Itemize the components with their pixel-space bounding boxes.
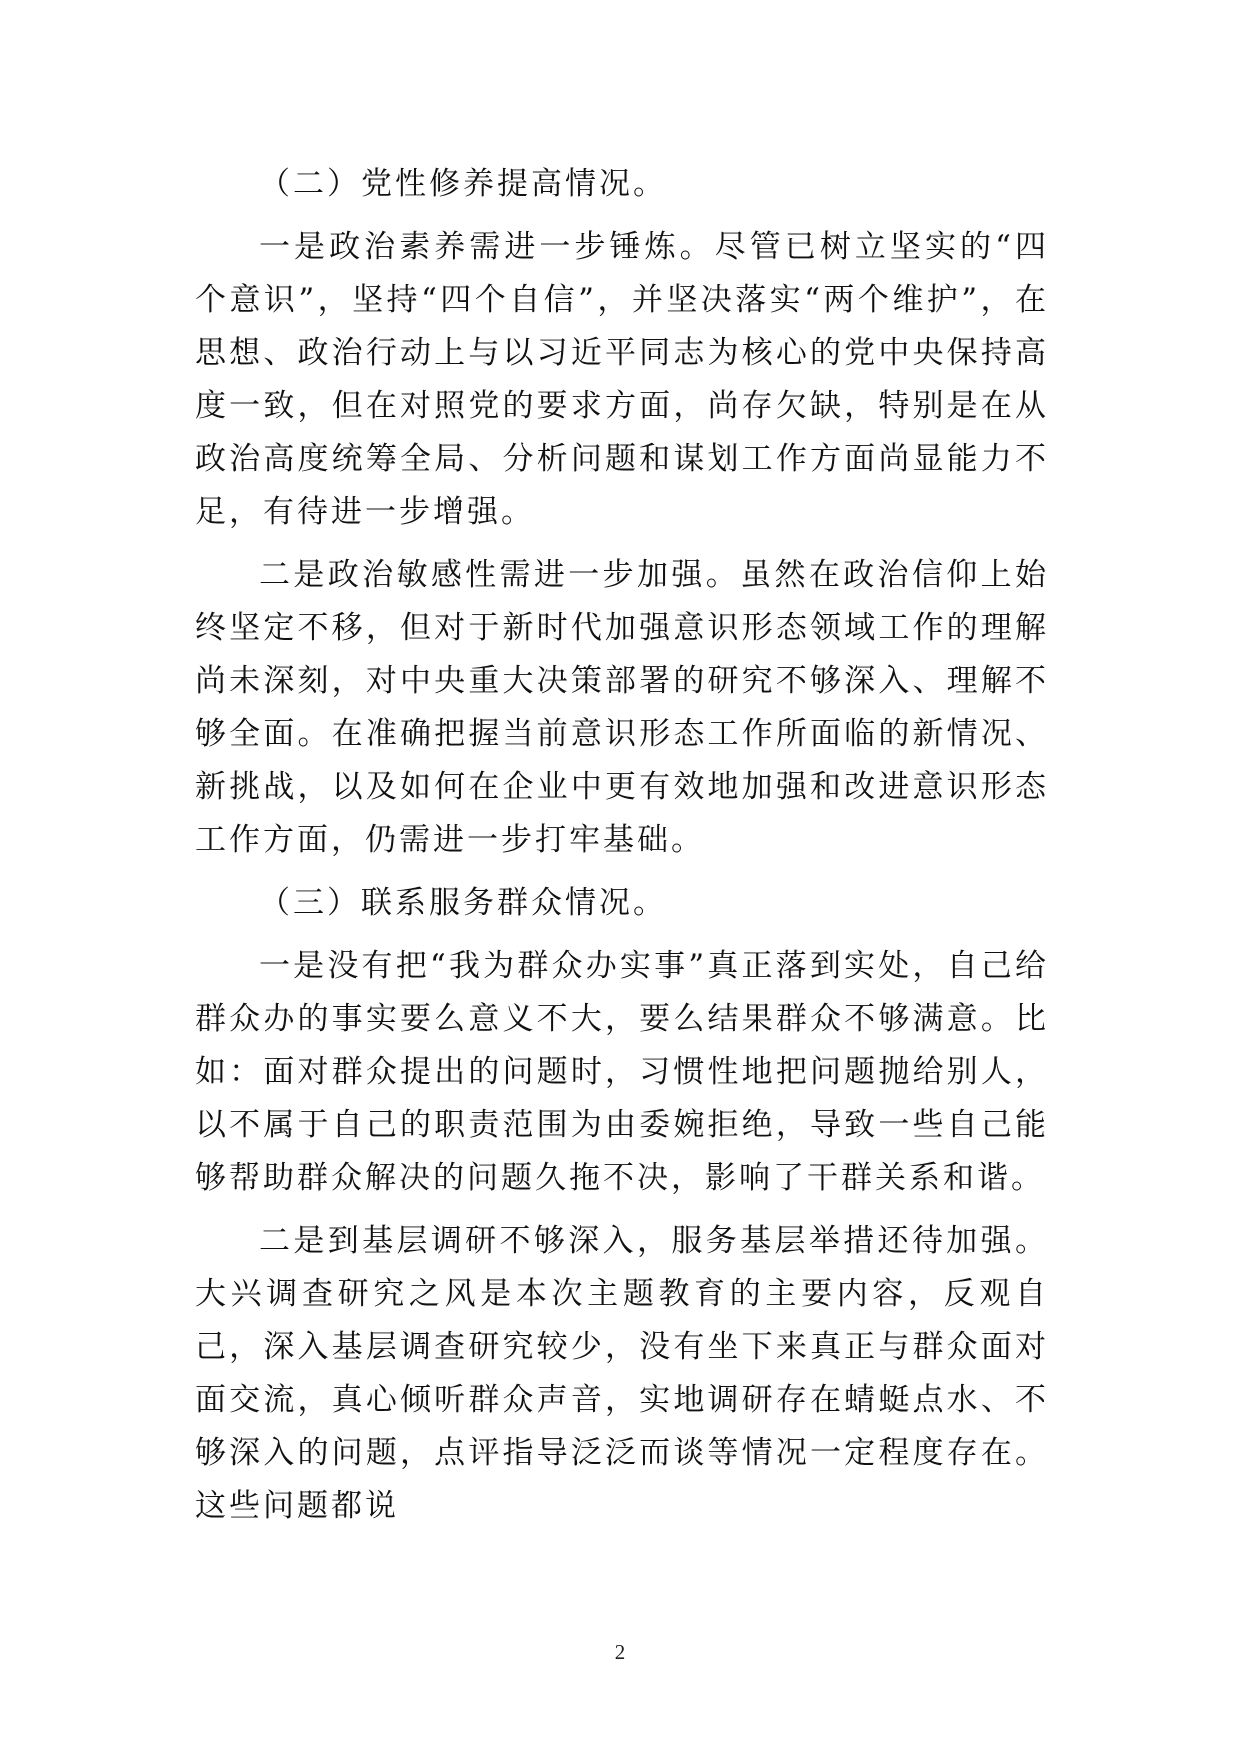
paragraph-practical-matters: 一是没有把“我为群众办实事”真正落到实处，自己给群众办的事实要么意义不大，要么结果群众不够满意。比如：面对群众提出的问题时，习惯性地把问题抛给别人，以不属于自己的职责范围为由委婉拒绝，导致一些自己能够帮助群众解决的问题久拖不决，影响了干群关系和谐。: [195, 948, 1049, 1196]
paragraph-political-sensitivity: 二是政治敏感性需进一步加强。虽然在政治信仰上始终坚定不移，但对于新时代加强意识形态领域工作的理解尚未深刻，对中央重大决策部署的研究不够深入、理解不够全面。在准确把握当前意识形态工作所面临的新情况、新挑战，以及如何在企业中更有效地加强和改进意识形态工作方面，仍需进一步打牢基础。: [195, 557, 1049, 858]
document-body: [195, 158, 1049, 1543]
section-heading-party-spirit: （二）党性修养提高情况。: [259, 166, 667, 202]
page-number: 2: [614, 1640, 626, 1664]
paragraph-grassroots-research: 二是到基层调研不够深入，服务基层举措还待加强。大兴调查研究之风是本次主题教育的主要内容，反观自己，深入基层调查研究较少，没有坐下来真正与群众面对面交流，真心倾听群众声音，实地调研存在蜻蜓点水、不够深入的问题，点评指导泛泛而谈等情况一定程度存在。这些问题都说: [195, 1223, 1049, 1524]
paragraph-political-literacy: 一是政治素养需进一步锤炼。尽管已树立坚实的“四个意识”，坚持“四个自信”，并坚决落实“两个维护”，在思想、政治行动上与以习近平同志为核心的党中央保持高度一致，但在对照党的要求方面，尚存欠缺，特别是在从政治高度统筹全局、分析问题和谋划工作方面尚显能力不足，有待进一步增强。: [195, 229, 1049, 530]
section-heading-serving-masses: （三）联系服务群众情况。: [259, 885, 667, 921]
